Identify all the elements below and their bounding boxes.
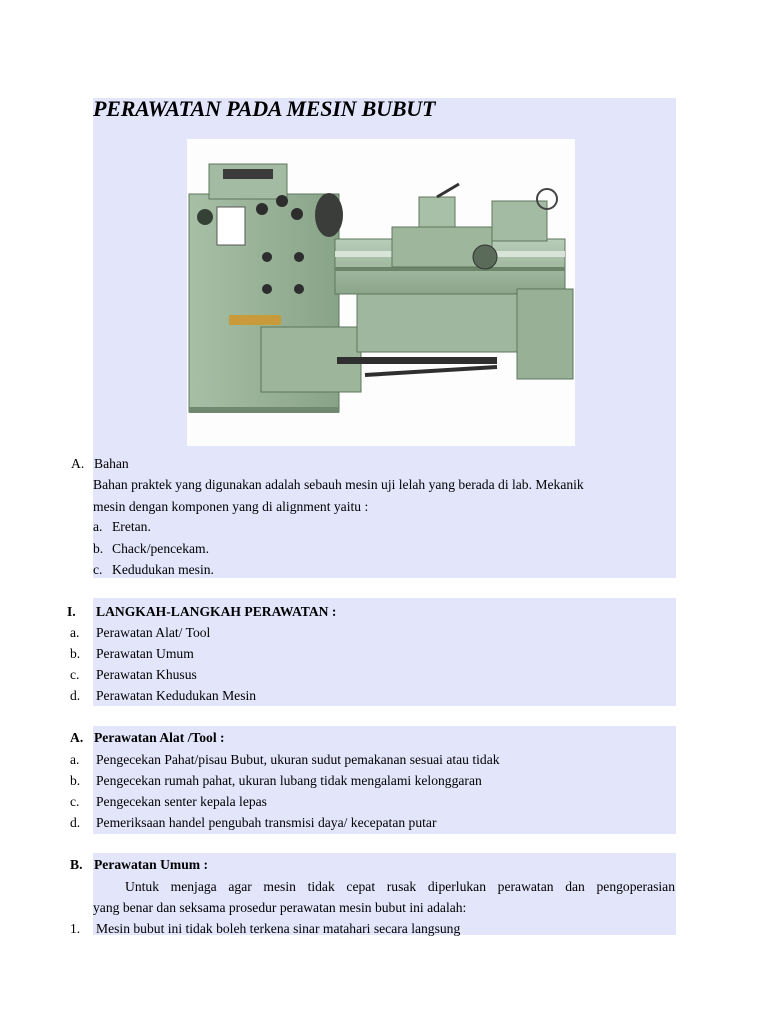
bahan-item-text: Kedudukan mesin. — [112, 562, 214, 577]
umum-item-marker: 1. — [70, 921, 81, 936]
bahan-paragraph-line2: mesin dengan komponen yang di alignment yaitu : — [93, 499, 369, 514]
langkah-item-marker: a. — [70, 625, 80, 640]
bahan-item-marker: a. — [93, 519, 103, 534]
alat-letter: A. — [70, 730, 84, 745]
bahan-letter: A. — [71, 456, 85, 471]
langkah-numeral: I. — [67, 604, 76, 619]
umum-item-text: Mesin bubut ini tidak boleh terkena sinar matahari secara langsung — [96, 921, 461, 936]
alat-item-marker: c. — [70, 794, 80, 809]
langkah-item-marker: b. — [70, 646, 81, 661]
alat-item-marker: a. — [70, 752, 80, 767]
alat-item-marker: b. — [70, 773, 81, 788]
alat-item-text: Pengecekan Pahat/pisau Bubut, ukuran sudut pemakanan sesuai atau tidak — [96, 752, 500, 767]
langkah-item-text: Perawatan Kedudukan Mesin — [96, 688, 257, 703]
lathe-machine-photo — [187, 139, 575, 446]
langkah-item-text: Perawatan Khusus — [96, 667, 197, 682]
langkah-item-marker: c. — [70, 667, 80, 682]
alat-item-text: Pengecekan rumah pahat, ukuran lubang tidak mengalami kelonggaran — [96, 773, 482, 788]
bahan-item-marker: b. — [93, 541, 104, 556]
langkah-item-text: Perawatan Umum — [96, 646, 194, 661]
langkah-item-text: Perawatan Alat/ Tool — [96, 625, 211, 640]
bahan-paragraph-line1: Bahan praktek yang digunakan adalah sebauh mesin uji lelah yang berada di lab. Mekanik — [93, 477, 584, 492]
alat-heading: Perawatan Alat /Tool : — [94, 730, 225, 745]
alat-item-marker: d. — [70, 815, 81, 830]
langkah-item-marker: d. — [70, 688, 81, 703]
umum-heading: Perawatan Umum : — [94, 857, 209, 872]
bahan-item-marker: c. — [93, 562, 103, 577]
alat-item-text: Pemeriksaan handel pengubah transmisi daya/ kecepatan putar — [96, 815, 437, 830]
page-title: PERAWATAN PADA MESIN BUBUT — [93, 96, 436, 121]
lathe-machine-icon — [187, 139, 575, 446]
bahan-item-text: Eretan. — [112, 519, 151, 534]
umum-letter: B. — [70, 857, 83, 872]
bahan-item-text: Chack/pencekam. — [112, 541, 210, 556]
langkah-heading: LANGKAH-LANGKAH PERAWATAN : — [96, 604, 337, 619]
umum-paragraph-line2: yang benar dan seksama prosedur perawatan mesin bubut ini adalah: — [93, 900, 467, 915]
alat-item-text: Pengecekan senter kepala lepas — [96, 794, 267, 809]
bahan-heading: Bahan — [94, 456, 129, 471]
umum-paragraph-line1: Untuk menjaga agar mesin tidak cepat rusak diperlukan perawatan dan pengoperasian — [125, 879, 675, 894]
